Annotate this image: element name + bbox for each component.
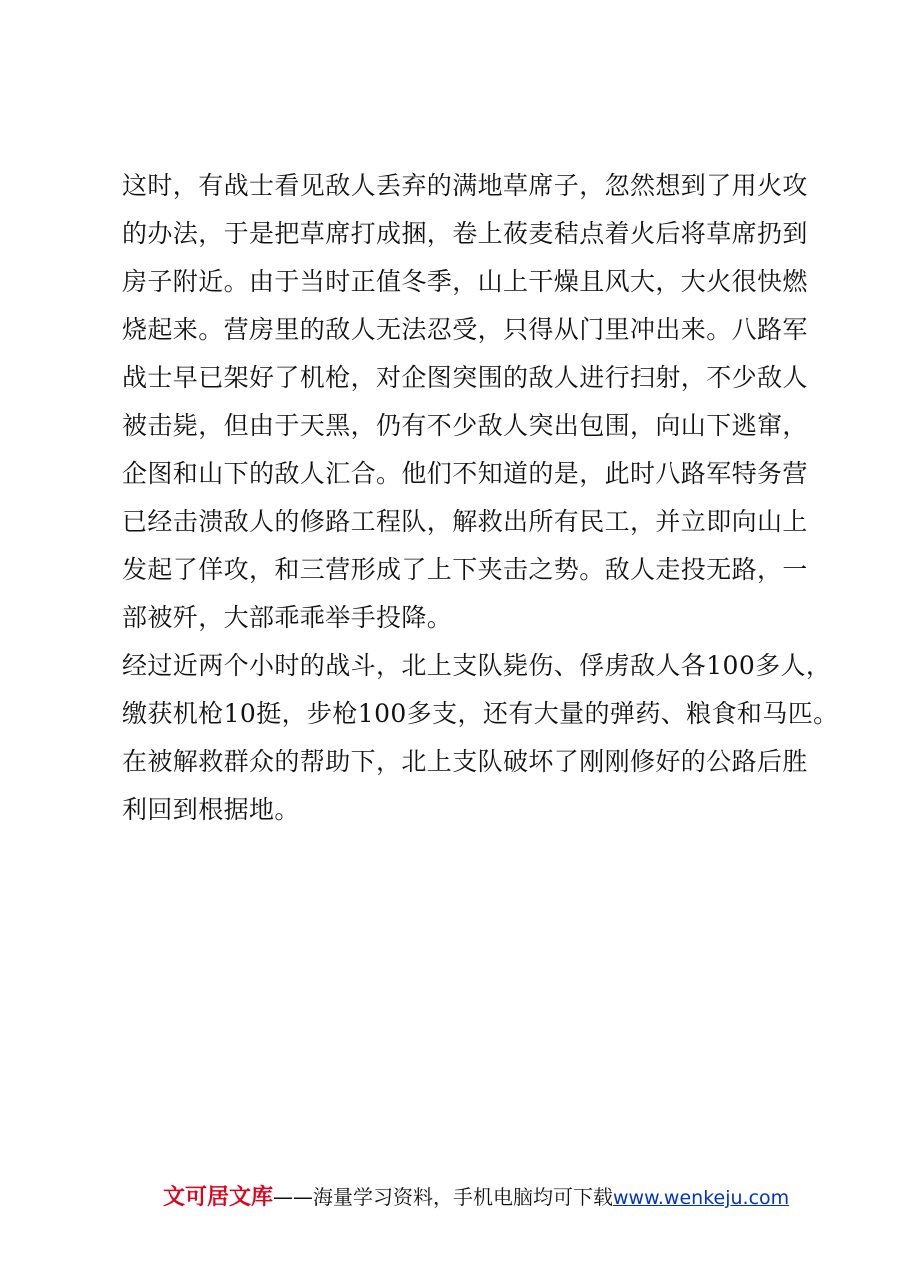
text-line-8: 已经击溃敌人的修路工程队，解救出所有民工，并立即向山上 (122, 507, 808, 536)
text-line-14: 利回到根据地。 (122, 795, 300, 824)
text-line-2: 的办法，于是把草席打成捆，卷上莜麦秸点着火后将草席扔到 (122, 219, 808, 248)
text-line-3: 房子附近。由于当时正值冬季，山上干燥且风大，大火很快燃 (122, 267, 808, 296)
footer-tagline: ——海量学习资料，手机电脑均可下载 (273, 1185, 614, 1209)
text-line-11: 经过近两个小时的战斗，北上支队毙伤、俘虏敌人各100多人， (122, 651, 832, 680)
text-line-4: 烧起来。营房里的敌人无法忍受，只得从门里冲出来。八路军 (122, 315, 808, 344)
text-line-5: 战士早已架好了机枪，对企图突围的敌人进行扫射，不少敌人 (122, 363, 808, 392)
page-footer (163, 1180, 803, 1214)
text-line-10: 部被歼，大部乖乖举手投降。 (122, 603, 453, 632)
text-line-12: 缴获机枪10挺，步枪100多支，还有大量的弹药、粮食和马匹。 (122, 699, 839, 728)
brand-name: 文可居文库 (163, 1185, 274, 1210)
text-line-7: 企图和山下的敌人汇合。他们不知道的是，此时八路军特务营 (122, 459, 808, 488)
text-line-9: 发起了佯攻，和三营形成了上下夹击之势。敌人走投无路，一 (122, 555, 808, 584)
website-link[interactable]: www.wenkeju.com (613, 1187, 790, 1209)
text-line-13: 在被解救群众的帮助下，北上支队破坏了刚刚修好的公路后胜 (122, 747, 808, 776)
document-body (122, 162, 839, 834)
text-line-6: 被击毙，但由于天黑，仍有不少敌人突出包围，向山下逃窜， (122, 411, 808, 440)
text-line-1: 这时，有战士看见敌人丢弃的满地草席子，忽然想到了用火攻 (122, 171, 808, 200)
